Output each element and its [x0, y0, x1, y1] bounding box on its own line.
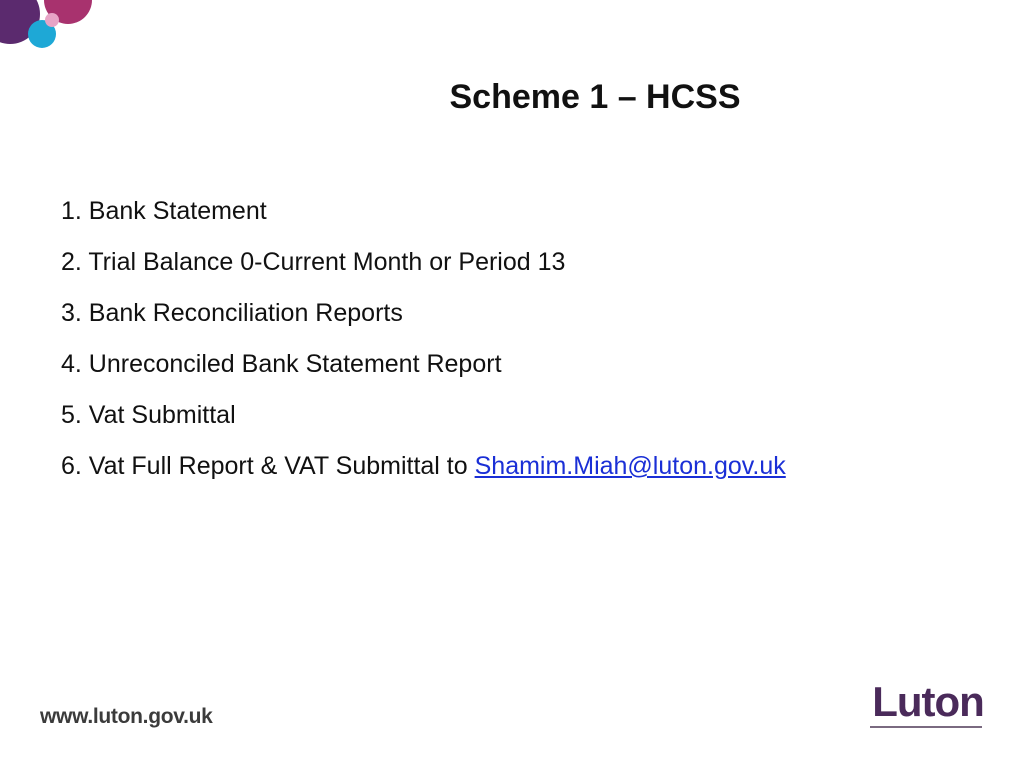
list-item-text: 3. Bank Reconciliation Reports [61, 299, 403, 327]
list-item [61, 400, 786, 451]
list-item [61, 349, 786, 400]
corner-logo-icon [0, 0, 100, 60]
footer-url: www.luton.gov.uk [40, 705, 213, 728]
list-item [61, 247, 786, 298]
list-item-text: 1. Bank Statement [61, 197, 267, 225]
list-item-text: 5. Vat Submittal [61, 401, 236, 429]
list-item-text: 6. Vat Full Report & VAT Submittal to [61, 452, 475, 480]
luton-logo [870, 680, 986, 728]
brand-underline [870, 726, 982, 728]
list-item-text: 4. Unreconciled Bank Statement Report [61, 350, 502, 378]
list-item [61, 196, 786, 247]
brand-name: Luton [872, 678, 984, 725]
list-item [61, 298, 786, 349]
email-link[interactable]: Shamim.Miah@luton.gov.uk [474, 452, 786, 480]
slide-title: Scheme 1 – HCSS [449, 78, 741, 116]
list-item [61, 451, 786, 502]
checklist [61, 196, 786, 502]
list-item-text: 2. Trial Balance 0-Current Month or Period 13 [61, 248, 566, 276]
